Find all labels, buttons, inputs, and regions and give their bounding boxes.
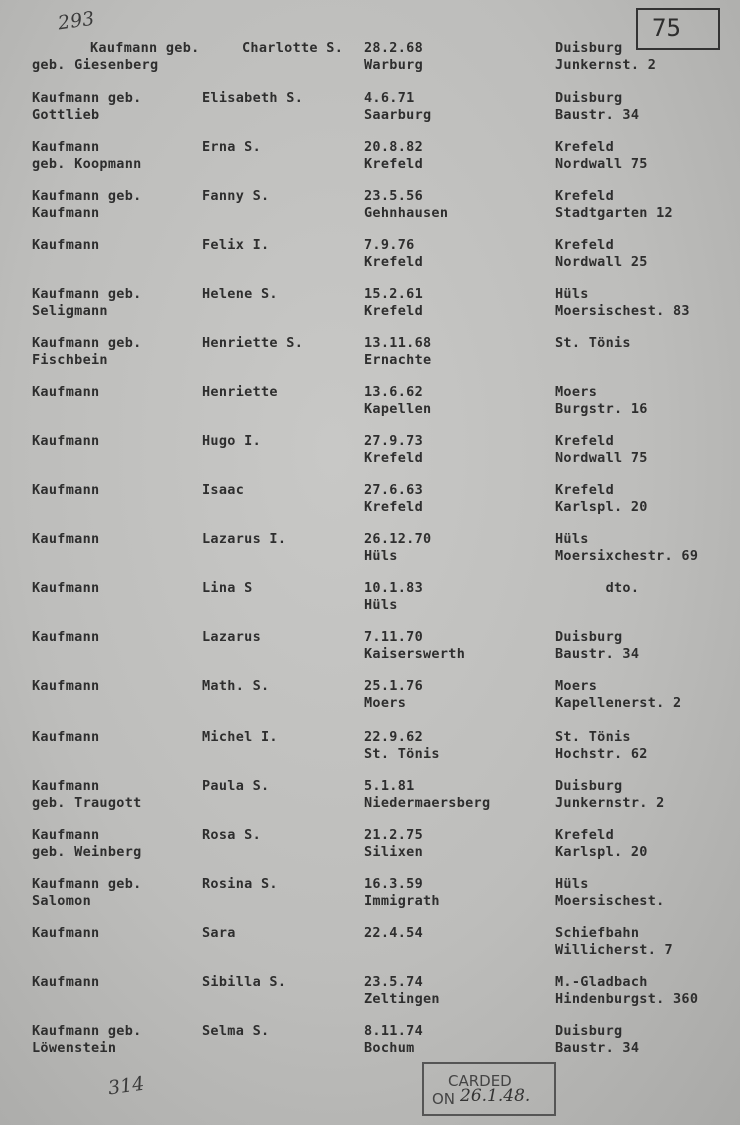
- city: Krefeld: [555, 482, 614, 498]
- birth-cell: [364, 482, 423, 516]
- birth-cell: [364, 1023, 423, 1057]
- given-name-cell: [202, 1023, 269, 1040]
- birthplace: Kaiserswerth: [364, 646, 466, 662]
- given-name: Lina S: [202, 580, 253, 596]
- street: Junkernstr. 2: [555, 795, 665, 811]
- given-name-cell: [202, 876, 278, 893]
- birth-date: 8.11.74: [364, 1023, 423, 1039]
- register-row: [0, 678, 740, 718]
- city: St. Tönis: [555, 335, 631, 351]
- surname-cell: [32, 188, 142, 222]
- birthplace: Ernachte: [364, 352, 432, 368]
- surname-cell: [32, 629, 99, 646]
- birth-date: 23.5.56: [364, 188, 423, 204]
- given-name: Rosina S.: [202, 876, 278, 892]
- given-name-cell: [242, 40, 343, 57]
- surname: Kaufmann: [32, 925, 100, 941]
- given-name: Charlotte S.: [242, 40, 344, 56]
- address-cell: [555, 925, 673, 959]
- surname-cell: [32, 384, 99, 401]
- street: Nordwall 25: [555, 254, 648, 270]
- given-name-cell: [202, 139, 261, 156]
- street: Hindenburgst. 360: [555, 991, 699, 1007]
- given-name-cell: [202, 580, 253, 597]
- register-row: [0, 40, 740, 80]
- surname-cell: [32, 237, 99, 254]
- maiden-name: Salomon: [32, 893, 91, 909]
- street: Willicherst. 7: [555, 942, 673, 958]
- surname-cell: [32, 974, 99, 991]
- address-cell: [555, 482, 648, 516]
- city: Krefeld: [555, 188, 614, 204]
- register-row: [0, 139, 740, 179]
- given-name-cell: [202, 335, 303, 352]
- surname: Kaufmann: [32, 237, 100, 253]
- register-row: [0, 188, 740, 228]
- birth-date: 16.3.59: [364, 876, 423, 892]
- birth-cell: [364, 827, 423, 861]
- city: Krefeld: [555, 139, 614, 155]
- city: Hüls: [555, 876, 589, 892]
- birth-date: 4.6.71: [364, 90, 415, 106]
- surname-cell: [32, 286, 142, 320]
- birth-cell: [364, 778, 490, 812]
- city: Krefeld: [555, 433, 614, 449]
- surname: Kaufmann: [32, 384, 100, 400]
- register-row: [0, 335, 740, 375]
- birthplace: Moers: [364, 695, 407, 711]
- birth-date: 20.8.82: [364, 139, 423, 155]
- city: Moers: [555, 678, 598, 694]
- birth-cell: [364, 925, 423, 942]
- given-name: Felix I.: [202, 237, 270, 253]
- register-row: [0, 876, 740, 916]
- address-cell: [555, 384, 648, 418]
- surname: Kaufmann: [32, 580, 100, 596]
- surname-cell: [32, 335, 142, 369]
- register-row: [0, 237, 740, 277]
- register-row: [0, 729, 740, 769]
- address-cell: [555, 974, 698, 1008]
- surname: Kaufmann: [32, 433, 100, 449]
- address-cell: [555, 580, 639, 597]
- birth-date: 27.9.73: [364, 433, 423, 449]
- register-row: [0, 384, 740, 424]
- city: Hüls: [555, 286, 589, 302]
- birth-cell: [364, 286, 423, 320]
- given-name-cell: [202, 90, 303, 107]
- given-name-cell: [202, 729, 278, 746]
- birthplace: Krefeld: [364, 156, 423, 172]
- register-row: [0, 433, 740, 473]
- surname: Kaufmann: [32, 974, 100, 990]
- address-cell: [555, 139, 648, 173]
- surname: Kaufmann geb.: [32, 1023, 142, 1039]
- address-cell: [555, 678, 681, 712]
- surname-cell: [32, 139, 142, 173]
- street: Nordwall 75: [555, 450, 648, 466]
- address-cell: [555, 433, 648, 467]
- surname: Kaufmann geb.: [32, 90, 142, 106]
- birth-cell: [364, 384, 431, 418]
- register-row: [0, 974, 740, 1014]
- given-name-cell: [202, 778, 269, 795]
- birth-date: 26.12.70: [364, 531, 432, 547]
- maiden-name: Kaufmann: [32, 205, 100, 221]
- given-name-cell: [202, 237, 269, 254]
- city: Duisburg: [555, 90, 623, 106]
- birth-date: 21.2.75: [364, 827, 423, 843]
- city: Hüls: [555, 531, 589, 547]
- birthplace: Silixen: [364, 844, 423, 860]
- surname-cell: [32, 531, 99, 548]
- birthplace: Immigrath: [364, 893, 440, 909]
- surname-cell: [32, 678, 99, 695]
- maiden-name: Fischbein: [32, 352, 108, 368]
- city: St. Tönis: [555, 729, 631, 745]
- birthplace: Bochum: [364, 1040, 415, 1056]
- surname-cell: [32, 433, 99, 450]
- given-name-cell: [202, 827, 261, 844]
- maiden-name: geb. Koopmann: [32, 156, 142, 172]
- stamp-date: 26.1.48.: [460, 1086, 531, 1106]
- address-cell: [555, 827, 648, 861]
- given-name-cell: [202, 974, 286, 991]
- address-cell: [555, 40, 656, 74]
- city: Moers: [555, 384, 598, 400]
- surname: Kaufmann: [32, 827, 100, 843]
- birthplace: Saarburg: [364, 107, 432, 123]
- stamp-line2: ON: [432, 1090, 456, 1108]
- maiden-name: Löwenstein: [32, 1040, 117, 1056]
- given-name: Elisabeth S.: [202, 90, 304, 106]
- address-cell: [555, 1023, 639, 1057]
- address-cell: [555, 778, 665, 812]
- birth-cell: [364, 90, 431, 124]
- given-name: Selma S.: [202, 1023, 270, 1039]
- birth-cell: [364, 678, 423, 712]
- register-row: [0, 629, 740, 669]
- given-name: Lazarus: [202, 629, 261, 645]
- box-number-text: 75: [652, 14, 681, 42]
- surname-cell: [32, 925, 99, 942]
- birth-cell: [364, 729, 440, 763]
- register-row: [0, 1023, 740, 1063]
- birth-date: 13.11.68: [364, 335, 432, 351]
- given-name: Math. S.: [202, 678, 270, 694]
- birth-date: 7.9.76: [364, 237, 415, 253]
- address-cell: [555, 629, 639, 663]
- surname: Kaufmann geb.: [32, 188, 142, 204]
- given-name: Sara: [202, 925, 236, 941]
- register-row: [0, 482, 740, 522]
- given-name-cell: [202, 629, 261, 646]
- given-name: Michel I.: [202, 729, 278, 745]
- birth-date: 22.4.54: [364, 925, 423, 941]
- surname: Kaufmann: [32, 531, 100, 547]
- birthplace: Gehnhausen: [364, 205, 449, 221]
- surname: Kaufmann geb.: [32, 876, 142, 892]
- surname: Kaufmann geb.: [32, 286, 142, 302]
- birth-date: 28.2.68: [364, 40, 423, 56]
- bottom-number: 314: [106, 1072, 146, 1100]
- surname-cell: [32, 827, 142, 861]
- street: Nordwall 75: [555, 156, 648, 172]
- address-cell: [555, 335, 631, 352]
- street: Moersischest. 83: [555, 303, 690, 319]
- address-cell: [555, 90, 639, 124]
- birthplace: Warburg: [364, 57, 423, 73]
- surname-cell: [32, 876, 142, 910]
- birth-date: 25.1.76: [364, 678, 423, 694]
- stamp-line1: CARDED: [448, 1072, 512, 1090]
- given-name: Fanny S.: [202, 188, 270, 204]
- maiden-name: geb. Giesenberg: [32, 57, 159, 73]
- given-name: Paula S.: [202, 778, 270, 794]
- surname-cell: [32, 90, 142, 124]
- street: Moersischest.: [555, 893, 665, 909]
- address-cell: [555, 188, 673, 222]
- surname-cell: [32, 1023, 142, 1057]
- given-name-cell: [202, 286, 278, 303]
- birth-cell: [364, 974, 440, 1008]
- surname-cell: [32, 482, 99, 499]
- birth-date: 27.6.63: [364, 482, 423, 498]
- city: Schiefbahn: [555, 925, 640, 941]
- birthplace: St. Tönis: [364, 746, 440, 762]
- given-name-cell: [202, 531, 286, 548]
- maiden-name: Seligmann: [32, 303, 108, 319]
- given-name: Henriette S.: [202, 335, 304, 351]
- birth-cell: [364, 335, 431, 369]
- birth-date: 10.1.83: [364, 580, 423, 596]
- register-row: [0, 286, 740, 326]
- birth-date: 7.11.70: [364, 629, 423, 645]
- surname: Kaufmann: [32, 778, 100, 794]
- given-name: Lazarus I.: [202, 531, 287, 547]
- address-cell: [555, 876, 665, 910]
- street: Moersixchestr. 69: [555, 548, 699, 564]
- birthplace: Kapellen: [364, 401, 432, 417]
- register-row: [0, 925, 740, 965]
- birth-cell: [364, 188, 448, 222]
- surname-cell: [32, 580, 99, 597]
- street: Junkernst. 2: [555, 57, 657, 73]
- surname-cell: [32, 729, 99, 746]
- street: Stadtgarten 12: [555, 205, 673, 221]
- given-name-cell: [202, 384, 278, 401]
- address-cell: [555, 729, 648, 763]
- birthplace: Krefeld: [364, 254, 423, 270]
- city: M.-Gladbach: [555, 974, 648, 990]
- birth-date: 23.5.74: [364, 974, 423, 990]
- surname: Kaufmann: [32, 139, 100, 155]
- birth-cell: [364, 580, 423, 614]
- register-row: [0, 778, 740, 818]
- birth-cell: [364, 139, 423, 173]
- birthplace: Krefeld: [364, 450, 423, 466]
- birth-cell: [364, 237, 423, 271]
- given-name-cell: [202, 482, 244, 499]
- birth-cell: [364, 629, 465, 663]
- street: Karlspl. 20: [555, 844, 648, 860]
- register-row: [0, 90, 740, 130]
- street: Baustr. 34: [555, 1040, 640, 1056]
- birthplace: Krefeld: [364, 499, 423, 515]
- street: Kapellenerst. 2: [555, 695, 682, 711]
- surname: Kaufmann geb.: [32, 335, 142, 351]
- surname: Kaufmann: [32, 678, 100, 694]
- maiden-name: Gottlieb: [32, 107, 100, 123]
- street: Burgstr. 16: [555, 401, 648, 417]
- street: Baustr. 34: [555, 107, 640, 123]
- register-row: [0, 827, 740, 867]
- surname-cell: [32, 40, 200, 74]
- address-cell: [555, 237, 648, 271]
- birth-cell: [364, 40, 423, 74]
- carded-stamp: [422, 1062, 556, 1116]
- given-name: Rosa S.: [202, 827, 261, 843]
- maiden-name: geb. Traugott: [32, 795, 142, 811]
- birth-date: 22.9.62: [364, 729, 423, 745]
- surname: Kaufmann: [32, 629, 100, 645]
- given-name: Hugo I.: [202, 433, 261, 449]
- given-name: Isaac: [202, 482, 245, 498]
- address-cell: [555, 531, 698, 565]
- birthplace: Krefeld: [364, 303, 423, 319]
- city: Duisburg: [555, 778, 623, 794]
- city: Duisburg: [555, 629, 623, 645]
- birthplace: Niedermaersberg: [364, 795, 491, 811]
- birthplace: Zeltingen: [364, 991, 440, 1007]
- birth-cell: [364, 531, 431, 565]
- surname: Kaufmann: [32, 729, 100, 745]
- birth-date: 13.6.62: [364, 384, 423, 400]
- city: Duisburg: [555, 1023, 623, 1039]
- register-row: [0, 580, 740, 620]
- birth-cell: [364, 433, 423, 467]
- given-name-cell: [202, 433, 261, 450]
- surname: Kaufmann geb.: [90, 40, 200, 56]
- birth-date: 15.2.61: [364, 286, 423, 302]
- birth-cell: [364, 876, 440, 910]
- given-name-cell: [202, 925, 236, 942]
- register-row: [0, 531, 740, 571]
- city: Krefeld: [555, 827, 614, 843]
- street: Karlspl. 20: [555, 499, 648, 515]
- city: Duisburg: [555, 40, 623, 56]
- given-name-cell: [202, 188, 269, 205]
- given-name-cell: [202, 678, 269, 695]
- given-name: Henriette: [202, 384, 278, 400]
- given-name: Sibilla S.: [202, 974, 287, 990]
- birthplace: Hüls: [364, 597, 398, 613]
- street: Baustr. 34: [555, 646, 640, 662]
- given-name: Erna S.: [202, 139, 261, 155]
- page-number: 293: [56, 7, 96, 35]
- given-name: Helene S.: [202, 286, 278, 302]
- maiden-name: geb. Weinberg: [32, 844, 142, 860]
- surname-cell: [32, 778, 142, 812]
- street: Hochstr. 62: [555, 746, 648, 762]
- birthplace: Hüls: [364, 548, 398, 564]
- birth-date: 5.1.81: [364, 778, 415, 794]
- city: dto.: [555, 580, 640, 596]
- address-cell: [555, 286, 690, 320]
- surname: Kaufmann: [32, 482, 100, 498]
- city: Krefeld: [555, 237, 614, 253]
